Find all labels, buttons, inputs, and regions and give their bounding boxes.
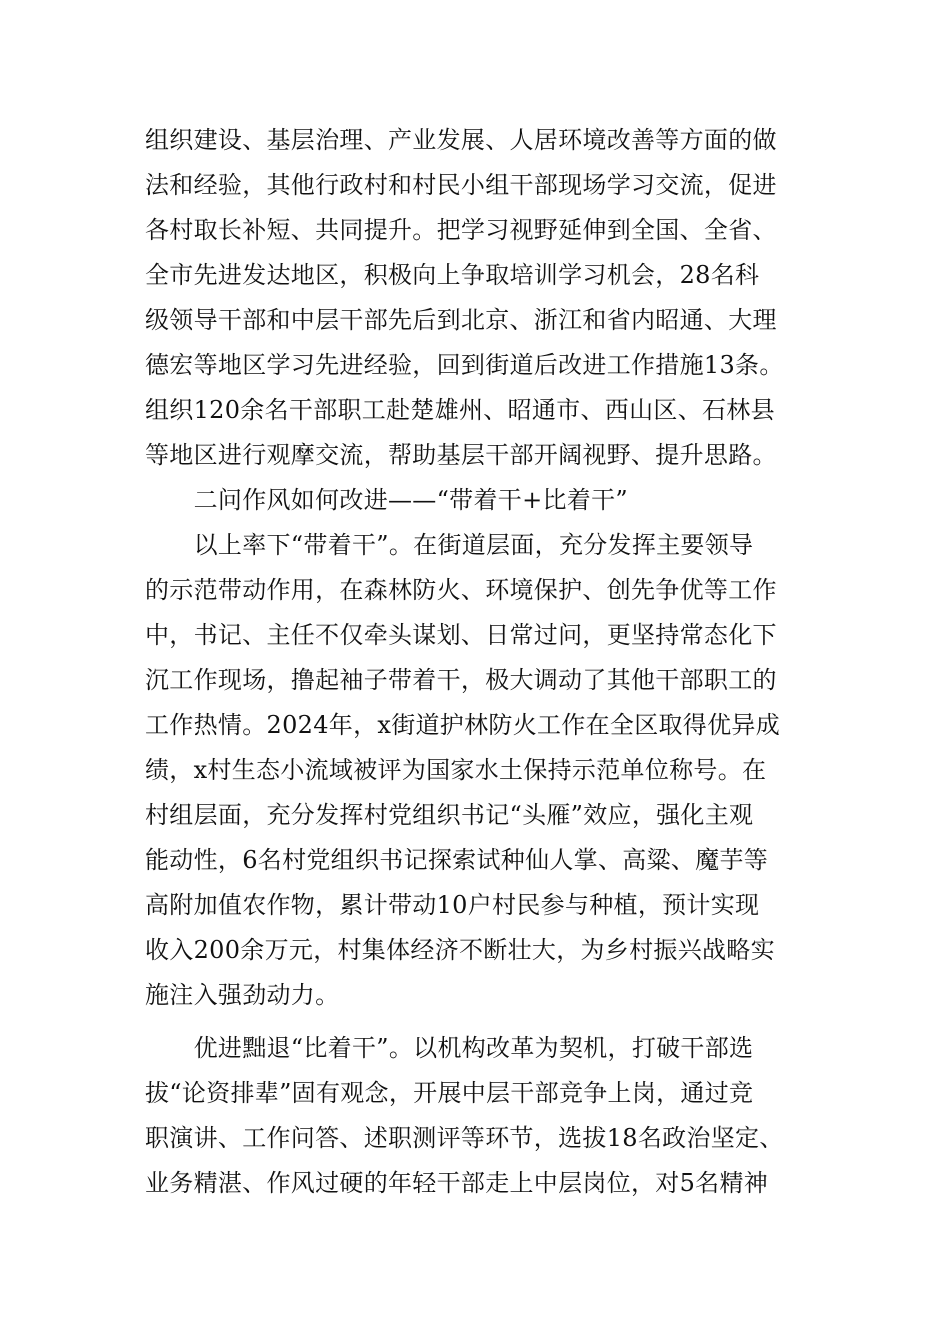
text-line: 的示范带动作用，在森林防火、环境保护、创先争优等工作 xyxy=(145,576,777,604)
text-line: 高附加值农作物，累计带动10户村民参与种植，预计实现 xyxy=(145,891,760,919)
text-line: 以上率下“带着干”。在街道层面，充分发挥主要领导 xyxy=(145,531,754,559)
text-line: 各村取长补短、共同提升。把学习视野延伸到全国、全省、 xyxy=(145,216,777,244)
text-line: 组织120余名干部职工赴楚雄州、昭通市、西山区、石林县 xyxy=(145,396,775,424)
text-line: 全市先进发达地区，积极向上争取培训学习机会，28名科 xyxy=(145,261,760,289)
text-line: 施注入强劲动力。 xyxy=(145,981,340,1009)
text-line: 职演讲、工作问答、述职测评等环节，选拔18名政治坚定、 xyxy=(145,1124,784,1152)
body-text xyxy=(145,118,825,1206)
text-line: 沉工作现场，撸起袖子带着干，极大调动了其他干部职工的 xyxy=(145,666,777,694)
text-line: 德宏等地区学习先进经验，回到街道后改进工作措施13条。 xyxy=(145,351,784,379)
paragraph-gap xyxy=(145,1018,825,1026)
text-line: 法和经验，其他行政村和村民小组干部现场学习交流，促进 xyxy=(145,171,777,199)
text-line: 级领导干部和中层干部先后到北京、浙江和省内昭通、大理 xyxy=(145,306,777,334)
text-line: 收入200余万元，村集体经济不断壮大，为乡村振兴战略实 xyxy=(145,936,775,964)
text-line: 业务精湛、作风过硬的年轻干部走上中层岗位，对5名精神 xyxy=(145,1169,769,1197)
section-heading: 二问作风如何改进——“带着干+比着干” xyxy=(145,486,628,514)
text-line: 等地区进行观摩交流，帮助基层干部开阔视野、提升思路。 xyxy=(145,441,777,469)
text-line: 优进黜退“比着干”。以机构改革为契机，打破干部选 xyxy=(145,1034,754,1062)
text-line: 村组层面，充分发挥村党组织书记“头雁”效应，强化主观 xyxy=(145,801,754,829)
text-line: 组织建设、基层治理、产业发展、人居环境改善等方面的做 xyxy=(145,126,777,154)
text-line: 工作热情。2024年，x街道护林防火工作在全区取得优异成 xyxy=(145,711,781,739)
text-line: 能动性，6名村党组织书记探索试种仙人掌、高粱、魔芋等 xyxy=(145,846,769,874)
text-line: 中，书记、主任不仅牵头谋划、日常过问，更坚持常态化下 xyxy=(145,621,777,649)
text-line: 绩，x村生态小流域被评为国家水土保持示范单位称号。在 xyxy=(145,756,767,784)
text-line: 拔“论资排辈”固有观念，开展中层干部竞争上岗，通过竞 xyxy=(145,1079,754,1107)
